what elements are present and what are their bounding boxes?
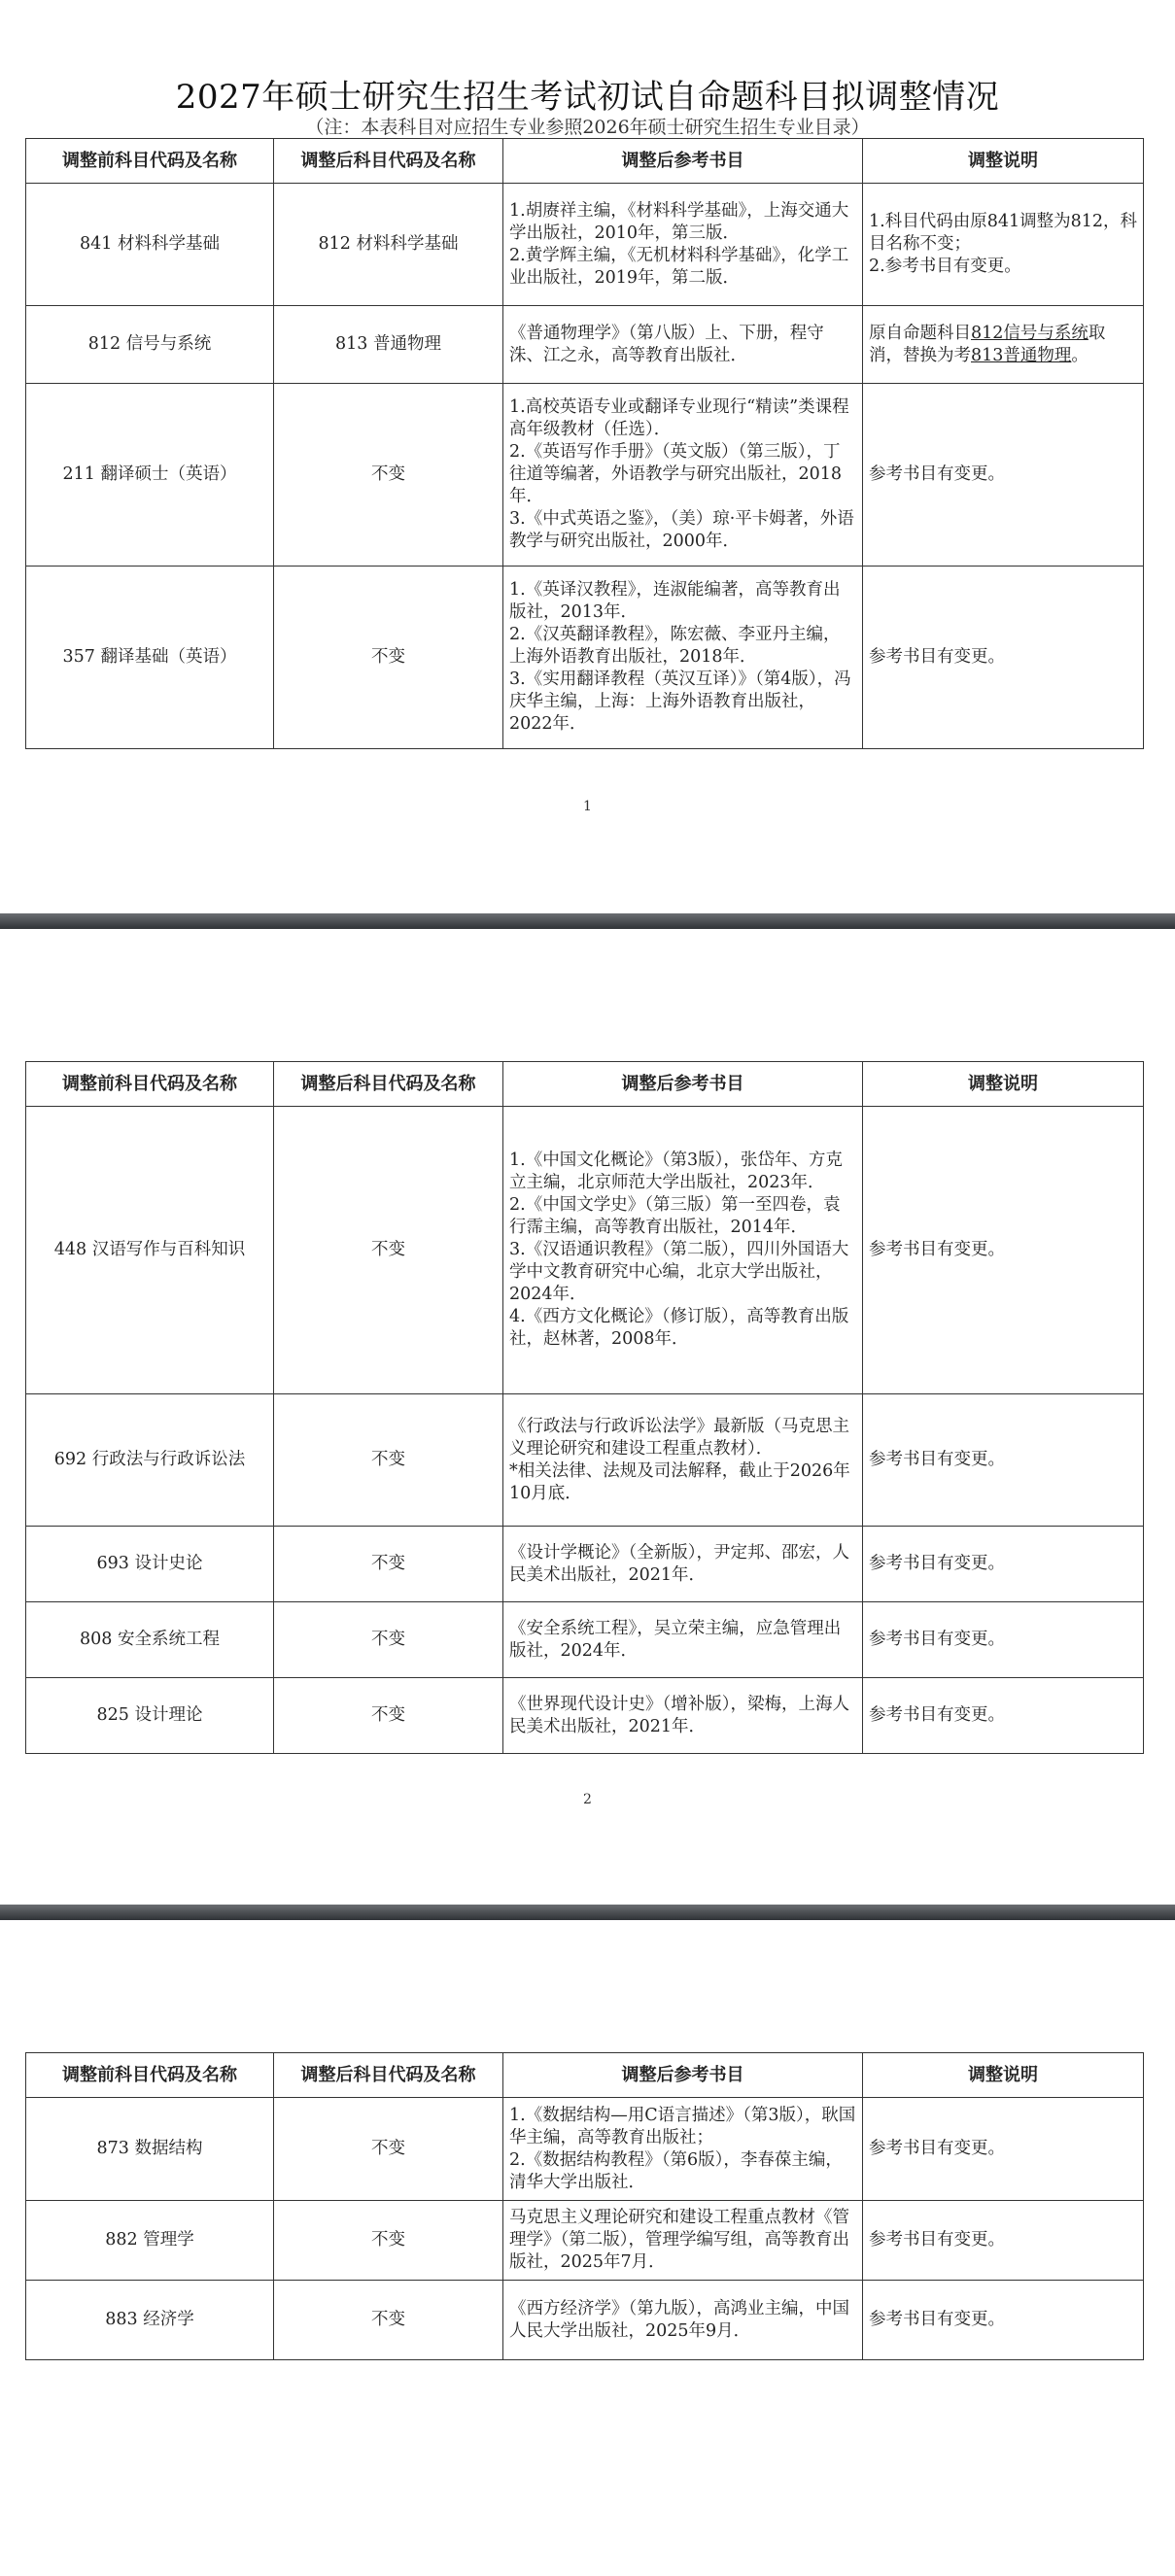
cell-refs bbox=[503, 1527, 863, 1602]
cell-refs bbox=[503, 1678, 863, 1754]
table-header-row bbox=[26, 1062, 1144, 1107]
cell-refs bbox=[503, 567, 863, 749]
cell-after: 不变 bbox=[274, 1107, 503, 1394]
page-3 bbox=[0, 1920, 1175, 2576]
cell-notes bbox=[863, 306, 1144, 384]
header-before: 调整前科目代码及名称 bbox=[26, 139, 274, 184]
cell-before: 841 材料科学基础 bbox=[26, 184, 274, 306]
ref-item: 3.《实用翻译教程（英汉互译）》（第4版），冯庆华主编，上海：上海外语教育出版社，2022年． bbox=[509, 670, 851, 734]
table-row bbox=[26, 1107, 1144, 1394]
cell-before: 357 翻译基础（英语） bbox=[26, 567, 274, 749]
ref-item: 《安全系统工程》，吴立荣主编，应急管理出版社，2024年． bbox=[509, 1618, 842, 1661]
note-item: 1.科目代码由原841调整为812，科目名称不变； bbox=[869, 212, 1138, 254]
table-row bbox=[26, 384, 1144, 567]
cell-after: 不变 bbox=[274, 1678, 503, 1754]
adjustment-table-3 bbox=[25, 2052, 1144, 2360]
note-new-subject: 813普通物理 bbox=[971, 345, 1072, 365]
cell-refs bbox=[503, 184, 863, 306]
cell-after: 不变 bbox=[274, 384, 503, 567]
cell-refs bbox=[503, 306, 863, 384]
header-refs: 调整后参考书目 bbox=[503, 139, 863, 184]
note-text: 。 bbox=[1071, 345, 1089, 365]
table-row bbox=[26, 1678, 1144, 1754]
header-before: 调整前科目代码及名称 bbox=[26, 1062, 274, 1107]
ref-item: 3.《汉语通识教程》（第二版），四川外国语大学中文教育研究中心编，北京大学出版社，2024年． bbox=[509, 1240, 849, 1304]
cell-after: 不变 bbox=[274, 1527, 503, 1602]
header-notes: 调整说明 bbox=[863, 139, 1144, 184]
cell-refs bbox=[503, 1107, 863, 1394]
ref-item: 马克思主义理论研究和建设工程重点教材《管理学》（第二版），管理学编写组，高等教育出版社，2025年7月． bbox=[509, 2208, 849, 2272]
table-row bbox=[26, 1527, 1144, 1602]
cell-notes: 参考书目有变更。 bbox=[863, 2098, 1144, 2201]
table-row bbox=[26, 2201, 1144, 2281]
cell-before: 693 设计史论 bbox=[26, 1527, 274, 1602]
ref-item: 1.《数据结构—用C语言描述》（第3版），耿国华主编，高等教育出版社； bbox=[509, 2105, 856, 2147]
cell-refs bbox=[503, 384, 863, 567]
table-row bbox=[26, 567, 1144, 749]
cell-notes: 参考书目有变更。 bbox=[863, 2281, 1144, 2360]
cell-after: 不变 bbox=[274, 2201, 503, 2281]
header-refs: 调整后参考书目 bbox=[503, 2053, 863, 2098]
cell-after: 不变 bbox=[274, 2098, 503, 2201]
cell-after: 813 普通物理 bbox=[274, 306, 503, 384]
table-row bbox=[26, 2281, 1144, 2360]
cell-before: 692 行政法与行政诉讼法 bbox=[26, 1394, 274, 1527]
ref-item: 3.《中式英语之鉴》，（美）琼·平卡姆著，外语教学与研究出版社，2000年． bbox=[509, 509, 854, 551]
ref-item: 《世界现代设计史》（增补版），梁梅，上海人民美术出版社，2021年． bbox=[509, 1694, 849, 1736]
table-row bbox=[26, 1394, 1144, 1527]
cell-notes: 参考书目有变更。 bbox=[863, 1394, 1144, 1527]
cell-before: 825 设计理论 bbox=[26, 1678, 274, 1754]
table-row bbox=[26, 2098, 1144, 2201]
ref-item: 1.胡赓祥主编，《材料科学基础》，上海交通大学出版社，2010年，第三版． bbox=[509, 200, 849, 243]
header-notes: 调整说明 bbox=[863, 2053, 1144, 2098]
ref-item: 《行政法与行政诉讼法学》最新版（马克思主义理论研究和建设工程重点教材）． bbox=[509, 1416, 849, 1459]
table-row bbox=[26, 184, 1144, 306]
header-notes: 调整说明 bbox=[863, 1062, 1144, 1107]
ref-item: 2.黄学辉主编，《无机材料科学基础》，化学工业出版社，2019年，第二版． bbox=[509, 245, 849, 288]
ref-item: 4.《西方文化概论》（修订版），高等教育出版社，赵林著，2008年． bbox=[509, 1307, 849, 1349]
ref-item: 《设计学概论》（全新版），尹定邦、邵宏，人民美术出版社，2021年． bbox=[509, 1542, 849, 1585]
cell-refs bbox=[503, 2201, 863, 2281]
cell-notes: 参考书目有变更。 bbox=[863, 1107, 1144, 1394]
cell-after: 不变 bbox=[274, 567, 503, 749]
cell-after: 不变 bbox=[274, 1602, 503, 1678]
cell-notes bbox=[863, 184, 1144, 306]
cell-before: 873 数据结构 bbox=[26, 2098, 274, 2201]
page-2 bbox=[0, 929, 1175, 1905]
cell-after: 不变 bbox=[274, 1394, 503, 1527]
cell-before: 448 汉语写作与百科知识 bbox=[26, 1107, 274, 1394]
cell-refs bbox=[503, 2281, 863, 2360]
header-after: 调整后科目代码及名称 bbox=[274, 139, 503, 184]
note-item: 2.参考书目有变更。 bbox=[869, 257, 1021, 276]
ref-item: 1.高校英语专业或翻译专业现行“精读”类课程高年级教材（任选）． bbox=[509, 397, 849, 439]
page-note: （注：本表科目对应招生专业参照2026年硕士研究生招生专业目录） bbox=[305, 117, 870, 138]
cell-before: 808 安全系统工程 bbox=[26, 1602, 274, 1678]
note-text: 原自命题科目 bbox=[869, 323, 971, 343]
cell-refs bbox=[503, 2098, 863, 2201]
table-row bbox=[26, 1602, 1144, 1678]
page-number: 1 bbox=[583, 799, 592, 814]
cell-refs bbox=[503, 1602, 863, 1678]
ref-item: 2.《数据结构教程》（第6版），李春葆主编，清华大学出版社． bbox=[509, 2149, 843, 2192]
page-number: 2 bbox=[583, 1792, 592, 1807]
table-row bbox=[26, 306, 1144, 384]
cell-notes: 参考书目有变更。 bbox=[863, 1602, 1144, 1678]
cell-before: 211 翻译硕士（英语） bbox=[26, 384, 274, 567]
ref-item: 《西方经济学》（第九版），高鸿业主编，中国人民大学出版社，2025年9月． bbox=[509, 2298, 849, 2341]
note-old-subject: 812信号与系统 bbox=[971, 323, 1089, 343]
header-refs: 调整后参考书目 bbox=[503, 1062, 863, 1107]
header-after: 调整后科目代码及名称 bbox=[274, 1062, 503, 1107]
page-1 bbox=[0, 0, 1175, 913]
page-divider bbox=[0, 1905, 1175, 1920]
note-text: 取消，替换为考 bbox=[869, 323, 1106, 365]
cell-before: 812 信号与系统 bbox=[26, 306, 274, 384]
adjustment-table-2 bbox=[25, 1061, 1144, 1754]
page-divider bbox=[0, 913, 1175, 929]
header-before: 调整前科目代码及名称 bbox=[26, 2053, 274, 2098]
cell-notes: 参考书目有变更。 bbox=[863, 567, 1144, 749]
table-header-row bbox=[26, 139, 1144, 184]
cell-after: 812 材料科学基础 bbox=[274, 184, 503, 306]
cell-notes: 参考书目有变更。 bbox=[863, 2201, 1144, 2281]
table-header-row bbox=[26, 2053, 1144, 2098]
cell-before: 882 管理学 bbox=[26, 2201, 274, 2281]
ref-item: 2.《中国文学史》（第三版）第一至四卷，袁行霈主编，高等教育出版社，2014年． bbox=[509, 1195, 841, 1237]
cell-notes: 参考书目有变更。 bbox=[863, 1527, 1144, 1602]
ref-item: *相关法律、法规及司法解释，截止于2026年10月底． bbox=[509, 1460, 850, 1503]
ref-item: 1.《中国文化概论》（第3版），张岱年、方克立主编，北京师范大学出版社，2023年． bbox=[509, 1151, 843, 1192]
ref-item: 《普通物理学》（第八版）上、下册，程守洙、江之永，高等教育出版社． bbox=[509, 323, 824, 365]
cell-before: 883 经济学 bbox=[26, 2281, 274, 2360]
cell-notes: 参考书目有变更。 bbox=[863, 384, 1144, 567]
cell-after: 不变 bbox=[274, 2281, 503, 2360]
ref-item: 2.《汉英翻译教程》，陈宏薇、李亚丹主编，上海外语教育出版社，2018年． bbox=[509, 625, 841, 667]
ref-item: 1.《英译汉教程》，连淑能编著，高等教育出版社，2013年． bbox=[509, 580, 841, 622]
cell-notes: 参考书目有变更。 bbox=[863, 1678, 1144, 1754]
adjustment-table-1 bbox=[25, 138, 1144, 749]
header-after: 调整后科目代码及名称 bbox=[274, 2053, 503, 2098]
page-title: 2027年硕士研究生招生考试初试自命题科目拟调整情况 bbox=[175, 78, 1000, 117]
cell-refs bbox=[503, 1394, 863, 1527]
ref-item: 2.《英语写作手册》（英文版）（第三版），丁往道等编著，外语教学与研究出版社，2018年． bbox=[509, 442, 843, 506]
